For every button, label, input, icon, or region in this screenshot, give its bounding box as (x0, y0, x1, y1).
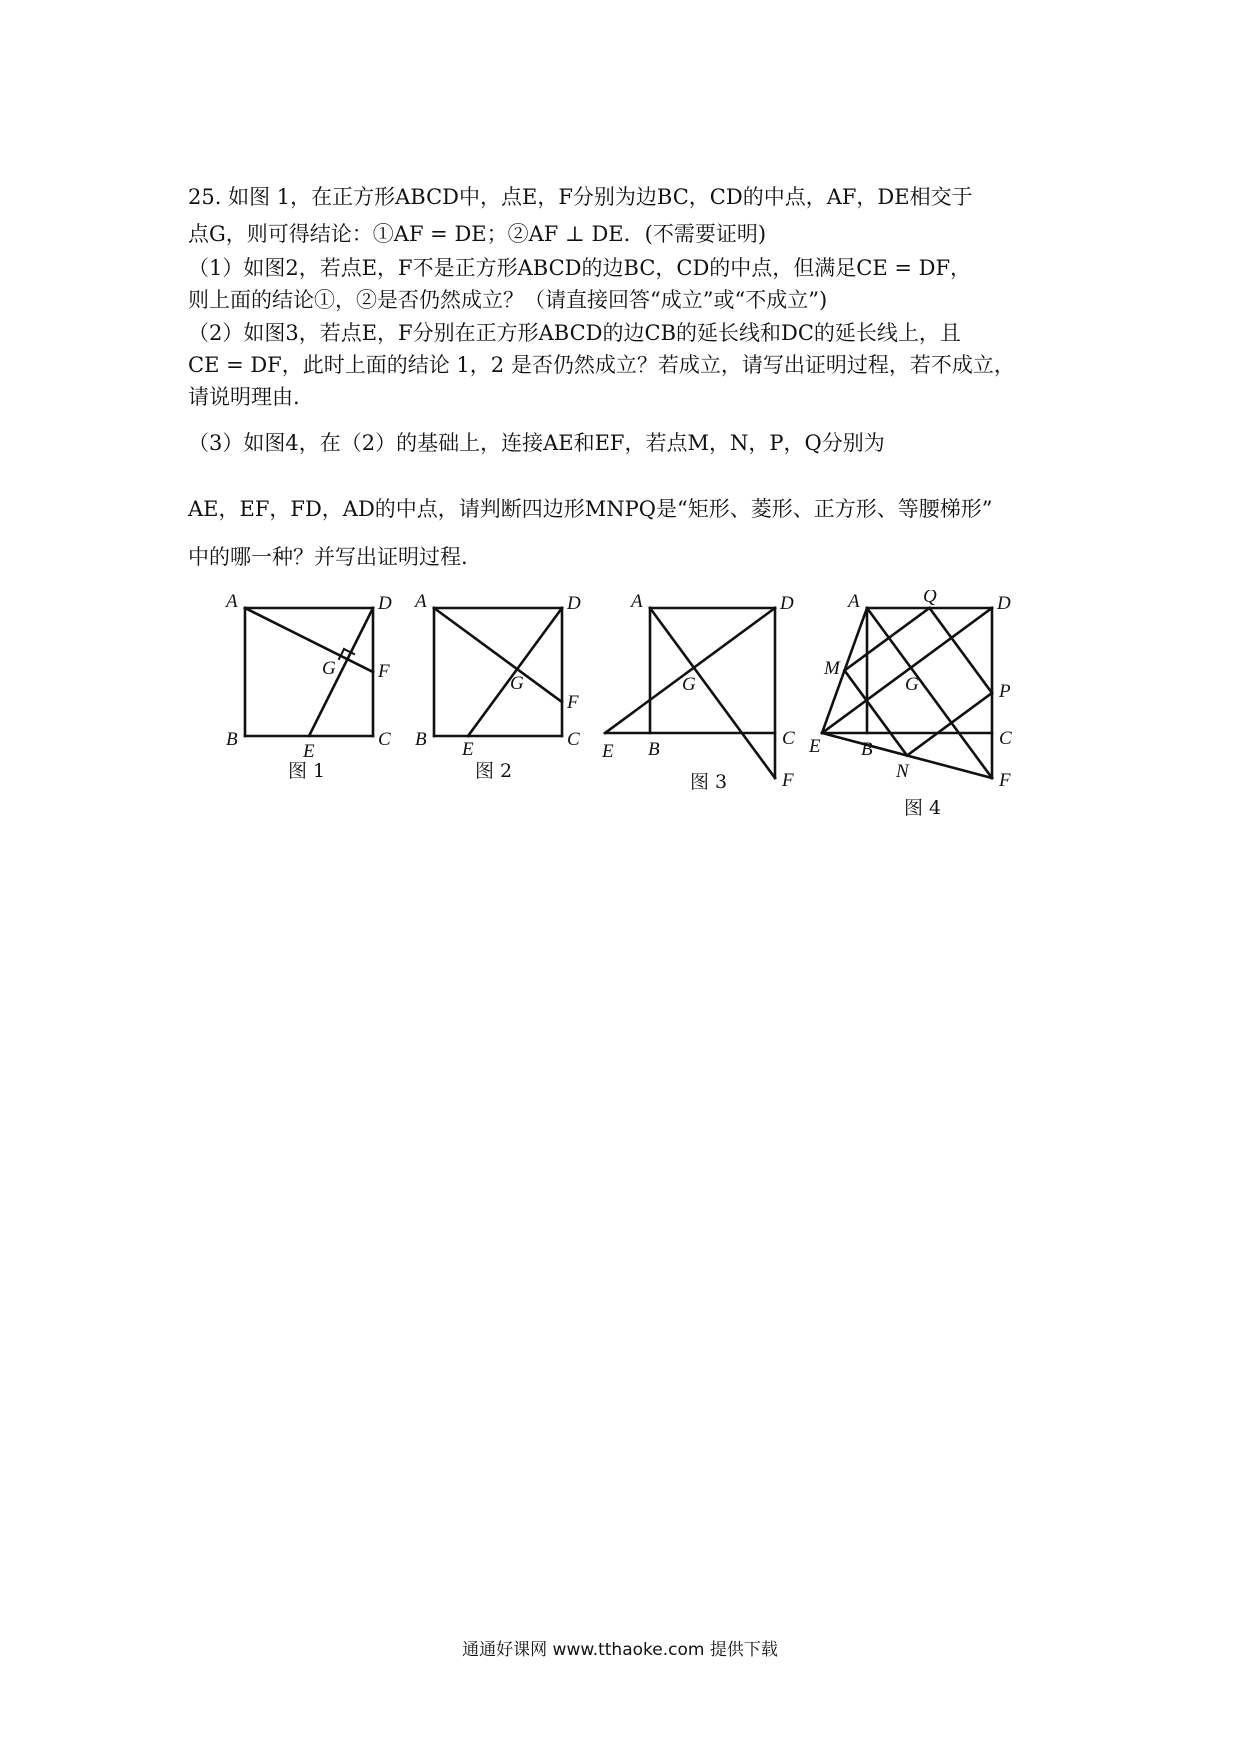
fig4-label-n: N (896, 761, 909, 782)
fig4-segment-af (867, 608, 992, 778)
figures-svg (210, 590, 1040, 840)
fig3-label-d: D (780, 593, 794, 614)
fig4-label-c: C (999, 728, 1012, 749)
problem-line-1: 25. 如图 1，在正方形ABCD中，点E，F分别为边BC，CD的中点，AF，DE相交于 (188, 185, 973, 209)
fig4-segment-mq (845, 608, 930, 671)
fig3-caption: 图 3 (690, 771, 728, 793)
problem-line-5: （2）如图3，若点E，F分别在正方形ABCD的边CB的延长线和DC的延长线上，且 (188, 321, 961, 345)
fig3-label-a: A (631, 591, 643, 612)
fig2-label-c: C (567, 729, 580, 750)
fig3-segment-de (605, 608, 775, 733)
fig4-label-m: M (824, 658, 840, 679)
problem-line-3: （1）如图2，若点E，F不是正方形ABCD的边BC，CD的中点，但满足CE = DF， (188, 256, 972, 280)
fig1-label-c: C (378, 729, 391, 750)
problem-line-10: 中的哪一种？并写出证明过程. (188, 545, 468, 569)
fig1-segment-af (245, 608, 373, 672)
fig3-label-e: E (602, 741, 614, 762)
problem-line-2: 点G，则可得结论：①AF = DE；②AF ⊥ DE．(不需要证明) (188, 222, 767, 246)
fig1-label-e: E (303, 741, 315, 762)
fig3-label-c: C (782, 728, 795, 749)
figure-3 (601, 591, 795, 793)
fig4-label-d: D (997, 593, 1011, 614)
figure-4 (808, 590, 1012, 819)
fig2-label-b: B (415, 729, 427, 750)
geometry-figures (210, 590, 1040, 840)
fig2-segment-af (434, 608, 562, 702)
fig4-label-q: Q (923, 590, 937, 607)
fig1-label-d: D (378, 593, 392, 614)
fig1-segment-de (309, 608, 373, 736)
fig4-label-a: A (848, 591, 860, 612)
footer-source: 通通好课网 www.tthaoke.com 提供下载 (462, 1640, 778, 1660)
fig4-segment-pn (907, 693, 992, 756)
fig2-label-d: D (567, 593, 581, 614)
fig4-label-g: G (905, 674, 919, 695)
fig1-label-a: A (226, 591, 238, 612)
fig4-label-b: B (861, 739, 873, 760)
figure-2 (413, 591, 581, 782)
fig2-label-g: G (510, 673, 524, 694)
fig2-caption: 图 2 (475, 760, 513, 782)
fig1-label-g: G (322, 658, 336, 679)
fig1-label-f: F (378, 661, 390, 682)
problem-line-8: （3）如图4，在（2）的基础上，连接AE和EF，若点M，N，P，Q分别为 (188, 431, 885, 455)
fig1-caption: 图 1 (288, 760, 326, 782)
fig4-label-p: P (999, 681, 1011, 702)
fig3-segment-af (650, 608, 775, 778)
fig3-label-b: B (648, 739, 660, 760)
fig4-segment-qp (930, 608, 993, 693)
figure-1 (224, 591, 392, 782)
fig4-label-f: F (999, 770, 1011, 791)
problem-line-4: 则上面的结论①，②是否仍然成立？（请直接回答“成立”或“不成立”) (188, 288, 828, 312)
fig2-label-f: F (567, 692, 579, 713)
problem-line-6: CE = DF，此时上面的结论 1，2 是否仍然成立？若成立，请写出证明过程，若不成立， (188, 353, 1015, 377)
fig4-caption: 图 4 (904, 797, 942, 819)
fig1-label-b: B (226, 729, 238, 750)
fig3-label-f: F (782, 770, 794, 791)
fig2-segment-de (468, 608, 562, 736)
fig3-label-g: G (682, 674, 696, 695)
fig4-segment-de (822, 608, 992, 733)
fig4-label-e: E (809, 736, 821, 757)
fig2-label-e: E (462, 739, 474, 760)
fig2-label-a: A (415, 591, 427, 612)
problem-line-7: 请说明理由. (188, 385, 300, 409)
problem-line-9: AE，EF，FD，AD的中点，请判断四边形MNPQ是“矩形、菱形、正方形、等腰梯形” (188, 497, 993, 521)
